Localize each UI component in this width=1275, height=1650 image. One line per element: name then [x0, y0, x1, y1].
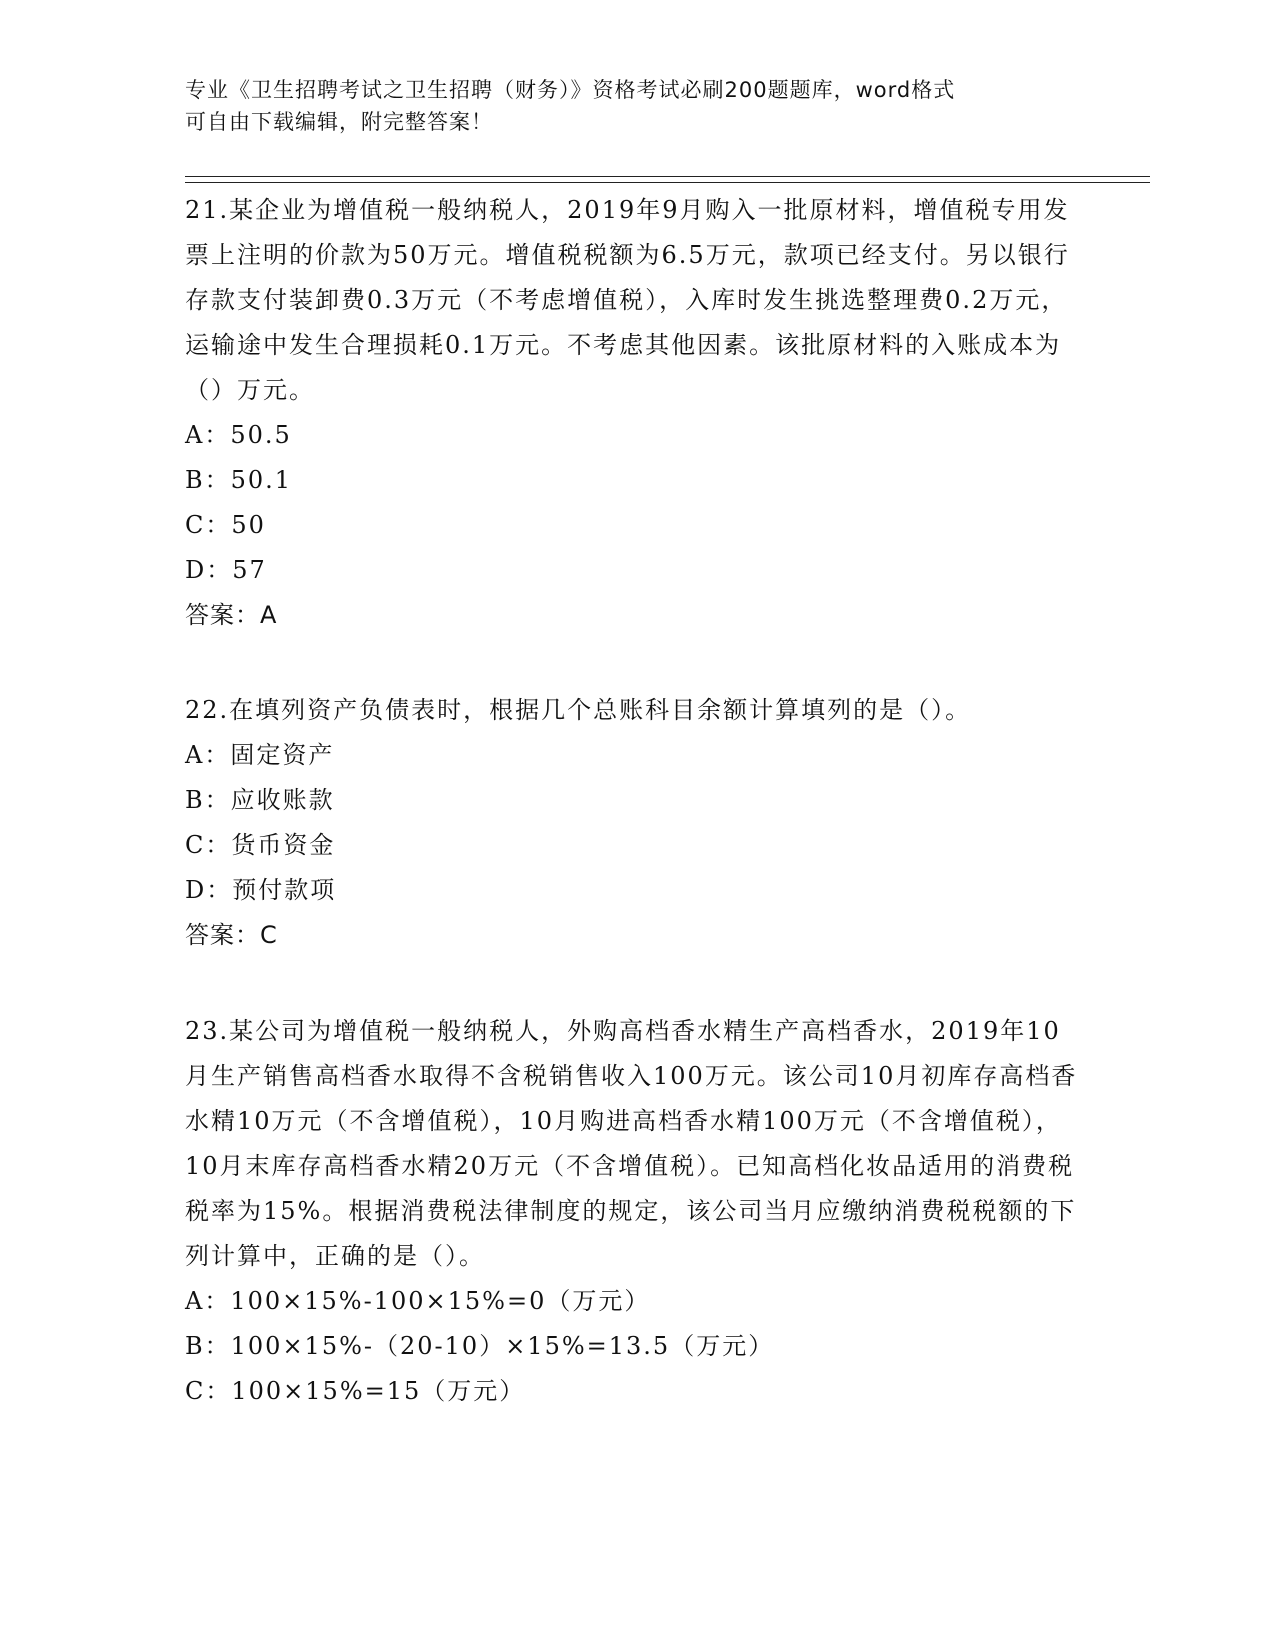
option-d: D：57: [185, 556, 267, 584]
option-b: B：50.1: [185, 466, 293, 494]
question-stem: 21.某企业为增值税一般纳税人，2019年9月购入一批原材料，增值税专用发票上注明的价款为50万元。增值税税额为6.5万元，款项已经支付。另以银行存款支付装卸费0.3万元（不考虑增值税），入库时发生挑选整理费0.2万元，运输途中发生合理损耗0.1万元。不考虑其他因素。该批原材料的入账成本为（）万元。: [185, 196, 1070, 404]
option-c: C：货币资金: [185, 831, 336, 859]
option-c: C：100×15%=15（万元）: [185, 1377, 526, 1405]
option-b: B：100×15%-（20-10）×15%=13.5（万元）: [185, 1332, 775, 1360]
option-d: D：预付款项: [185, 876, 337, 904]
question-22: [185, 688, 1085, 958]
header-divider-bottom: [185, 182, 1150, 183]
question-stem: 22.在填列资产负债表时，根据几个总账科目余额计算填列的是（）。: [185, 696, 972, 724]
question-stem: 23.某公司为增值税一般纳税人，外购高档香水精生产高档香水，2019年10月生产销售高档香水取得不含税销售收入100万元。该公司10月初库存高档香水精10万元（不含增值税），10月购进高档香水精100万元（不含增值税），10月末库存高档香水精20万元（不含增值税）。已知高档化妆品适用的消费税税率为15%。根据消费税法律制度的规定，该公司当月应缴纳消费税税额的下列计算中，正确的是（）。: [185, 1017, 1078, 1270]
answer-label: 答案：A: [185, 601, 278, 629]
header-divider-top: [185, 176, 1150, 177]
header-line-2: 可自由下载编辑，附完整答案！: [185, 110, 493, 134]
option-c: C：50: [185, 511, 266, 539]
option-a: A：固定资产: [185, 741, 335, 769]
option-a: A：50.5: [185, 421, 292, 449]
option-b: B：应收账款: [185, 786, 335, 814]
question-21: [185, 188, 1085, 638]
header-line-1: 专业《卫生招聘考试之卫生招聘（财务）》资格考试必刷200题题库，word格式: [185, 78, 956, 102]
option-a: A：100×15%-100×15%=0（万元）: [185, 1287, 651, 1315]
document-header: [185, 74, 1065, 138]
question-23: [185, 1009, 1085, 1414]
answer-label: 答案：C: [185, 921, 278, 949]
